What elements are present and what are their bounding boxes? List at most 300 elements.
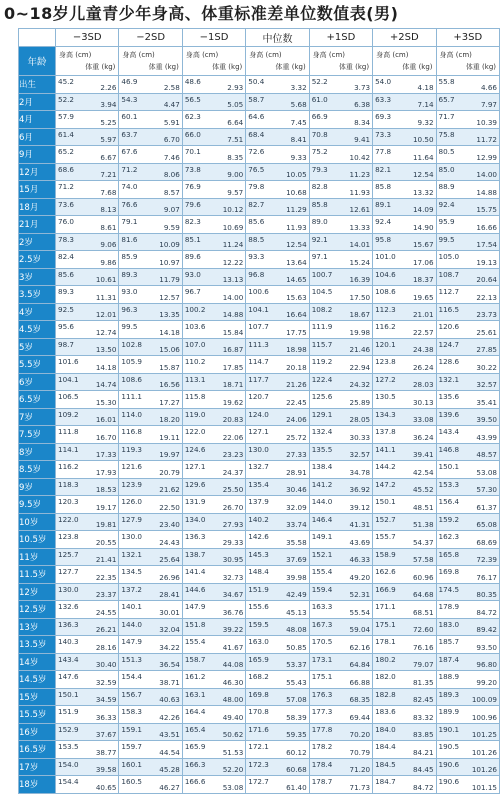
weight-value: 19.98: [349, 327, 371, 337]
value-cell: [119, 286, 182, 304]
weight-value: 24.55: [95, 607, 117, 617]
value-cell: [119, 478, 182, 496]
height-value: 164.4: [184, 707, 206, 716]
value-cell: [436, 338, 499, 356]
value-cell: [182, 531, 245, 549]
value-pair: [437, 671, 499, 688]
value-pair: [183, 549, 245, 566]
weight-value: 3.94: [100, 100, 117, 109]
height-value: 120.3: [58, 497, 79, 506]
height-value: 121.6: [121, 462, 142, 471]
weight-value: 8.41: [290, 135, 307, 144]
value-pair: [437, 321, 499, 338]
weight-value: 14.18: [95, 362, 117, 372]
height-value: 184.7: [375, 777, 396, 786]
value-cell: [56, 321, 119, 339]
height-value: 136.3: [184, 532, 206, 541]
weight-value: 22.50: [159, 502, 180, 512]
value-cell: [119, 303, 182, 321]
value-pair: [246, 671, 308, 688]
weight-value: 99.20: [476, 677, 497, 687]
height-value: 174.5: [438, 584, 460, 594]
value-pair: [437, 199, 499, 216]
value-cell: [436, 93, 499, 111]
height-value: 165.8: [438, 549, 460, 559]
height-value: 132.4: [311, 427, 333, 436]
value-pair: [246, 531, 308, 548]
weight-value: 13.35: [159, 310, 180, 319]
weight-value: 9.57: [227, 187, 244, 197]
height-value: 92.1: [311, 234, 328, 244]
weight-value: 29.33: [222, 537, 244, 547]
value-pair: [246, 146, 308, 163]
weight-value: 58.39: [286, 712, 307, 722]
weight-value: 18.98: [286, 345, 307, 354]
value-cell: [56, 548, 119, 566]
height-value: 60.1: [121, 112, 138, 121]
value-pair: [246, 94, 308, 111]
height-value: 190.5: [438, 742, 460, 751]
height-value: 178.7: [311, 777, 333, 786]
weight-value: 39.58: [95, 765, 117, 774]
value-cell: [119, 321, 182, 339]
value-pair: [119, 286, 181, 303]
value-cell: [373, 461, 436, 479]
age-cell: 4月: [19, 111, 56, 129]
value-pair: [437, 216, 499, 233]
table-row: [19, 618, 500, 636]
value-cell: [182, 618, 245, 636]
value-pair: [119, 479, 181, 496]
weight-value: 30.40: [95, 660, 117, 669]
value-cell: [119, 111, 182, 129]
weight-value: 17.50: [349, 292, 371, 302]
weight-value: 10.09: [159, 240, 180, 249]
weight-value: 45.13: [286, 607, 307, 617]
value-cell: [373, 338, 436, 356]
height-value: 182.8: [375, 689, 396, 699]
height-value: 151.8: [184, 619, 206, 629]
weight-value: 11.72: [476, 135, 497, 144]
height-unit-label: 身高 (cm): [439, 51, 472, 59]
height-value: 119.3: [121, 444, 142, 454]
height-value: 141.1: [375, 444, 396, 454]
height-value: 163.3: [311, 602, 333, 611]
value-cell: [119, 636, 182, 654]
table-row: [19, 373, 500, 391]
weight-value: 22.57: [412, 327, 434, 337]
age-cell: 出生: [19, 76, 56, 94]
value-pair: [373, 269, 435, 286]
height-value: 99.5: [121, 322, 138, 331]
height-value: 183.6: [375, 707, 396, 716]
weight-value: 16.70: [95, 432, 117, 442]
unit-labels: [56, 47, 118, 75]
value-cell: [436, 111, 499, 129]
height-value: 111.8: [58, 427, 79, 436]
height-value: 85.6: [248, 217, 265, 226]
weight-value: 101.26: [471, 747, 497, 757]
weight-value: 12.74: [95, 327, 117, 337]
age-cell: 15岁: [19, 688, 56, 706]
weight-value: 9.06: [100, 240, 117, 249]
value-cell: [119, 741, 182, 759]
weight-value: 7.97: [480, 100, 497, 109]
value-pair: [183, 409, 245, 426]
height-value: 189.3: [438, 689, 460, 699]
value-pair: [310, 479, 372, 496]
weight-value: 17.06: [412, 257, 434, 267]
value-pair: [437, 496, 499, 513]
weight-value: 76.16: [412, 642, 434, 652]
value-pair: [246, 584, 308, 601]
weight-value: 52.20: [222, 765, 244, 774]
weight-value: 10.05: [286, 170, 307, 179]
weight-value: 24.06: [286, 415, 307, 424]
height-value: 75.8: [438, 129, 455, 139]
height-value: 89.1: [375, 199, 392, 209]
value-cell: [119, 583, 182, 601]
weight-value: 41.67: [222, 642, 244, 652]
height-value: 61.4: [58, 129, 75, 139]
value-pair: [437, 776, 499, 793]
height-value: 143.4: [58, 654, 79, 664]
height-unit-label: 身高 (cm): [59, 51, 92, 59]
value-cell: [436, 496, 499, 514]
weight-value: 6.67: [100, 152, 117, 162]
height-unit-label: 身高 (cm): [249, 51, 282, 59]
weight-value: 23.73: [476, 310, 497, 319]
value-cell: [182, 653, 245, 671]
height-value: 132.1: [438, 374, 460, 384]
value-cell: [373, 636, 436, 654]
value-cell: [56, 478, 119, 496]
value-pair: [437, 391, 499, 408]
value-cell: [182, 76, 245, 94]
value-pair: [246, 234, 308, 251]
value-cell: [182, 776, 245, 794]
weight-value: 36.33: [95, 712, 117, 722]
value-pair: [56, 199, 118, 216]
value-pair: [183, 94, 245, 111]
age-cell: 3岁: [19, 268, 56, 286]
weight-value: 36.24: [412, 432, 434, 442]
value-pair: [373, 496, 435, 513]
height-value: 150.1: [375, 497, 396, 506]
weight-value: 36.92: [349, 485, 371, 494]
value-cell: [246, 391, 309, 409]
value-cell: [373, 391, 436, 409]
value-pair: [373, 514, 435, 531]
height-value: 111.1: [121, 392, 142, 401]
value-pair: [373, 286, 435, 303]
value-cell: [309, 111, 372, 129]
height-value: 108.2: [311, 304, 333, 314]
weight-value: 76.17: [476, 572, 497, 582]
value-cell: [246, 583, 309, 601]
age-cell: 6月: [19, 128, 56, 146]
weight-value: 50.62: [222, 730, 244, 739]
age-cell: 7岁: [19, 408, 56, 426]
height-value: 184.4: [375, 742, 396, 751]
height-value: 95.9: [438, 217, 455, 226]
height-value: 96.7: [184, 287, 201, 296]
value-cell: [182, 758, 245, 776]
height-value: 172.3: [248, 759, 269, 769]
weight-value: 24.37: [222, 467, 244, 477]
height-value: 152.9: [58, 724, 79, 734]
value-cell: [309, 251, 372, 269]
value-pair: [246, 689, 308, 706]
value-pair: [373, 321, 435, 338]
value-cell: [246, 408, 309, 426]
age-cell: 5.5岁: [19, 356, 56, 374]
weight-value: 72.39: [476, 555, 497, 564]
value-pair: [119, 671, 181, 688]
value-cell: [373, 321, 436, 339]
height-value: 73.8: [184, 164, 201, 174]
value-cell: [182, 391, 245, 409]
value-pair: [56, 391, 118, 408]
value-pair: [246, 111, 308, 128]
age-cell: 12月: [19, 163, 56, 181]
value-pair: [183, 479, 245, 496]
value-cell: [373, 706, 436, 724]
value-cell: [119, 198, 182, 216]
value-cell: [436, 671, 499, 689]
value-pair: [373, 444, 435, 461]
table-row: [19, 688, 500, 706]
value-cell: [56, 93, 119, 111]
weight-value: 22.94: [349, 362, 371, 372]
weight-value: 34.59: [95, 695, 117, 704]
height-value: 167.3: [311, 619, 333, 629]
height-value: 68.4: [248, 129, 265, 139]
height-value: 110.2: [184, 357, 206, 366]
height-value: 170.8: [248, 707, 269, 716]
value-cell: [182, 111, 245, 129]
value-cell: [56, 426, 119, 444]
weight-unit-label: 体重 (kg): [85, 63, 116, 71]
height-value: 65.7: [438, 94, 455, 104]
value-pair: [310, 409, 372, 426]
value-pair: [373, 409, 435, 426]
value-cell: [373, 496, 436, 514]
weight-value: 17.33: [95, 450, 117, 459]
weight-value: 19.13: [476, 257, 497, 267]
value-cell: [56, 76, 119, 94]
weight-value: 28.41: [159, 590, 180, 599]
value-cell: [119, 513, 182, 531]
value-pair: [56, 496, 118, 513]
weight-value: 12.22: [222, 257, 244, 267]
value-pair: [373, 636, 435, 653]
height-value: 127.1: [184, 462, 206, 471]
height-value: 163.0: [248, 637, 269, 646]
value-pair: [183, 566, 245, 583]
value-cell: [246, 338, 309, 356]
height-value: 169.8: [248, 689, 269, 699]
weight-value: 54.37: [412, 537, 434, 547]
height-value: 89.6: [184, 252, 201, 261]
weight-value: 26.70: [222, 502, 244, 512]
weight-value: 28.03: [412, 380, 434, 389]
value-cell: [119, 338, 182, 356]
weight-value: 5.97: [100, 135, 117, 144]
value-cell: [119, 758, 182, 776]
value-pair: [310, 654, 372, 671]
height-value: 63.7: [121, 129, 138, 139]
value-cell: [436, 636, 499, 654]
height-value: 56.5: [184, 94, 201, 104]
height-value: 81.6: [121, 234, 138, 244]
height-value: 79.3: [311, 164, 328, 174]
weight-value: 6.38: [354, 100, 371, 109]
value-cell: [373, 723, 436, 741]
value-pair: [437, 409, 499, 426]
weight-value: 21.46: [349, 345, 371, 354]
value-cell: [436, 233, 499, 251]
value-cell: [373, 76, 436, 94]
value-pair: [56, 479, 118, 496]
value-pair: [246, 654, 308, 671]
height-value: 89.3: [121, 269, 138, 279]
weight-value: 83.32: [412, 712, 434, 722]
weight-value: 42.26: [159, 712, 180, 722]
value-pair: [310, 146, 372, 163]
weight-value: 32.09: [286, 502, 307, 512]
value-pair: [437, 339, 499, 356]
height-value: 150.1: [438, 462, 460, 471]
weight-value: 16.56: [159, 380, 180, 389]
weight-value: 48.08: [286, 625, 307, 634]
value-cell: [119, 723, 182, 741]
weight-value: 89.42: [476, 625, 497, 634]
value-cell: [182, 303, 245, 321]
weight-value: 43.69: [349, 537, 371, 547]
height-value: 62.3: [184, 112, 201, 121]
height-value: 146.4: [311, 514, 333, 524]
height-value: 107.7: [248, 322, 269, 331]
value-pair: [246, 286, 308, 303]
value-pair: [183, 111, 245, 128]
value-cell: [119, 181, 182, 199]
value-cell: [119, 356, 182, 374]
value-pair: [310, 356, 372, 373]
value-cell: [309, 303, 372, 321]
sd-column-header: 中位数: [246, 29, 309, 47]
height-value: 82.1: [375, 164, 392, 174]
value-pair: [119, 216, 181, 233]
height-value: 144.0: [311, 497, 333, 506]
height-value: 97.1: [311, 252, 328, 261]
height-value: 116.2: [58, 462, 79, 471]
table-row: [19, 513, 500, 531]
value-pair: [246, 164, 308, 181]
height-value: 144.2: [375, 462, 396, 471]
value-cell: [56, 653, 119, 671]
value-pair: [56, 514, 118, 531]
value-pair: [183, 776, 245, 793]
weight-value: 32.73: [222, 572, 244, 582]
height-value: 127.9: [121, 514, 142, 524]
table-row: [19, 496, 500, 514]
weight-value: 7.45: [290, 117, 307, 127]
value-cell: [373, 163, 436, 181]
weight-value: 28.05: [349, 415, 371, 424]
height-value: 111.9: [311, 322, 333, 331]
weight-value: 11.79: [159, 275, 180, 284]
height-value: 79.1: [121, 217, 138, 226]
weight-value: 26.96: [159, 572, 180, 582]
value-pair: [119, 584, 181, 601]
value-cell: [182, 338, 245, 356]
height-value: 130.0: [58, 584, 79, 594]
value-pair: [373, 461, 435, 478]
value-cell: [119, 653, 182, 671]
height-value: 119.0: [184, 409, 206, 419]
age-cell: 9.5岁: [19, 496, 56, 514]
height-value: 184.5: [375, 759, 396, 769]
value-cell: [56, 128, 119, 146]
value-pair: [437, 689, 499, 706]
value-pair: [310, 496, 372, 513]
height-value: 122.0: [58, 514, 79, 524]
value-cell: [309, 181, 372, 199]
value-cell: [373, 356, 436, 374]
value-cell: [309, 706, 372, 724]
value-pair: [437, 654, 499, 671]
sd-column-header: −2SD: [119, 29, 182, 47]
value-cell: [373, 233, 436, 251]
sd-header-row: [19, 29, 500, 47]
height-value: 120.7: [248, 392, 269, 401]
weight-value: 17.54: [476, 240, 497, 249]
weight-value: 101.15: [471, 782, 497, 792]
height-value: 161.2: [184, 672, 206, 681]
value-cell: [373, 426, 436, 444]
weight-value: 9.33: [290, 152, 307, 162]
weight-value: 34.22: [159, 642, 180, 652]
weight-value: 2.58: [163, 82, 180, 92]
value-pair: [56, 584, 118, 601]
value-cell: [119, 216, 182, 234]
value-cell: [373, 93, 436, 111]
height-value: 159.5: [248, 619, 269, 629]
value-cell: [309, 233, 372, 251]
weight-value: 20.55: [95, 537, 117, 547]
weight-value: 16.01: [95, 415, 117, 424]
weight-value: 101.26: [471, 765, 497, 774]
height-value: 88.9: [438, 182, 455, 191]
weight-value: 17.93: [95, 467, 117, 477]
weight-value: 71.73: [349, 782, 371, 792]
value-cell: [56, 531, 119, 549]
height-value: 146.8: [438, 444, 460, 454]
weight-value: 49.40: [222, 712, 244, 722]
age-cell: 13.5岁: [19, 636, 56, 654]
height-value: 73.6: [58, 199, 75, 209]
value-pair: [183, 216, 245, 233]
height-value: 173.1: [311, 654, 333, 664]
weight-value: 25.64: [159, 555, 180, 564]
value-pair: [246, 759, 308, 776]
value-pair: [310, 164, 372, 181]
value-pair: [56, 216, 118, 233]
value-pair: [183, 759, 245, 776]
value-cell: [246, 181, 309, 199]
value-cell: [309, 671, 372, 689]
